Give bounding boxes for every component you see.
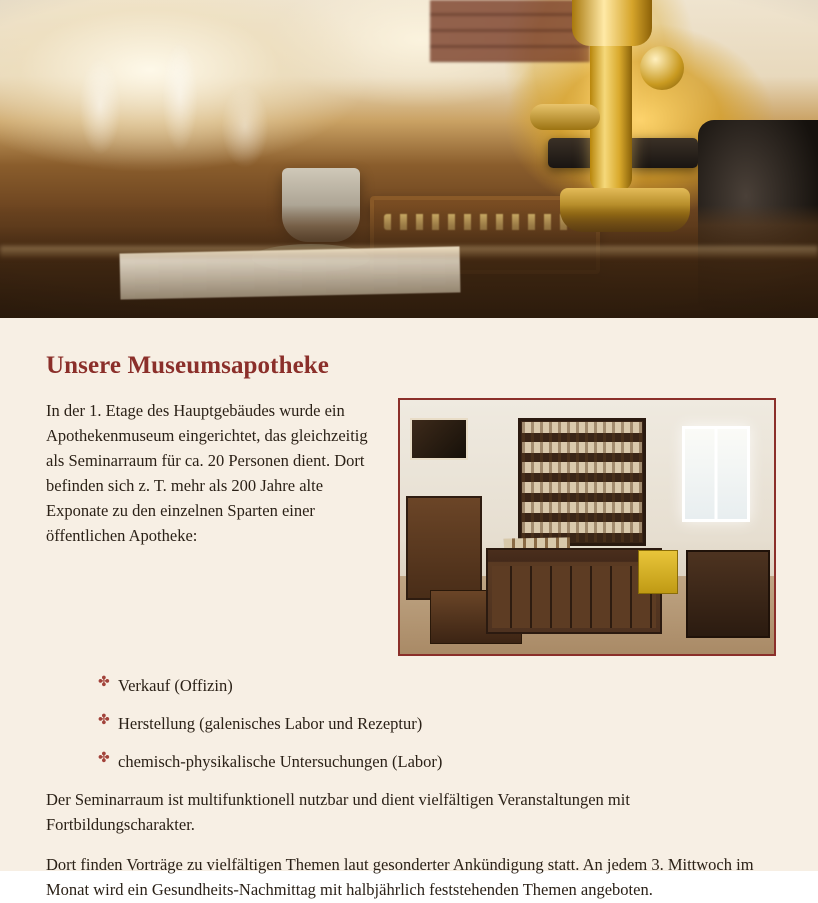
page-title: Unsere Museumsapotheke (46, 352, 329, 379)
intro-paragraph: In der 1. Etage des Hauptgebäudes wurde ein Apothekenmuseum eingerichtet, das gleichzeitig als Seminarraum für ca. 20 Personen dient. Dort befinden sich z. T. mehr als 200 Jahre alte Exponate zu den einzelnen Sparten einer öffentlichen Apotheke: (46, 401, 368, 546)
museum-room-photo (398, 398, 776, 656)
yellow-cabinet (638, 550, 678, 594)
bullet-icon: ✤ (98, 712, 110, 728)
right-cabinet (686, 550, 770, 638)
list-item-label: chemisch-physikalische Untersuchungen (Labor) (118, 751, 443, 771)
bullet-icon: ✤ (98, 675, 110, 690)
left-cabinet (406, 496, 482, 600)
feature-list (46, 674, 772, 774)
hero-photo (0, 0, 818, 318)
list-item (98, 712, 772, 736)
intro-row (46, 398, 772, 656)
paragraph-seminar-room: Der Seminarraum ist multifunktionell nutzbar und dient vielfältigen Veranstaltungen mit Fortbildungscharakter. (46, 789, 630, 834)
article-content (0, 318, 818, 900)
list-item (98, 750, 772, 774)
room-window (682, 426, 750, 522)
drawer-cabinet (492, 566, 656, 628)
closing-paragraphs (46, 788, 772, 903)
paragraph-lectures: Dort finden Vorträge zu vielfältigen Themen laut gesonderter Ankündigung statt. An jedem 3. Mittwoch im Monat wird ein Gesundheits-Nachmittag mit halbjährlich feststehenden Themen angeboten. (46, 855, 754, 900)
wall-picture (410, 418, 468, 460)
list-item-label: Herstellung (galenisches Labor und Rezeptur) (118, 713, 423, 733)
list-item (98, 674, 772, 698)
hero-banner (0, 0, 818, 318)
list-item-label: Verkauf (Offizin) (118, 676, 233, 695)
bullet-icon: ✤ (98, 750, 110, 766)
photo-vignette (0, 0, 818, 318)
apothecary-jars (522, 422, 642, 542)
